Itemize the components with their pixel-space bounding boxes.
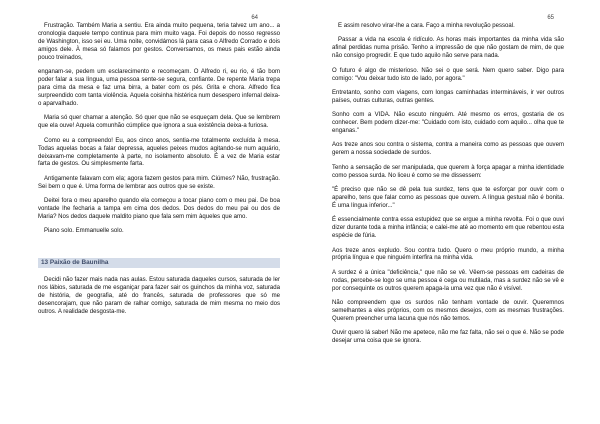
paragraph: enganam-se, pedem um esclarecimento e recomeçam. O Alfredo ri, eu rio, é tão bom poder falar a sua língua, uma pessoa sente-se segura, confiante. De repente Maria trepa para cima da mesa e faz uma birra, a bater com os pés. Grita e chora. Alfredo fica surpreendido com tanta violência. Aquela coisinha histérica num desespero infernal deixa-o aparvalhado. [38,69,280,107]
page-number: 65 [547,15,554,21]
paragraph: Aos treze anos expludo. Sou contra tudo. Quero o meu próprio mundo, a minha própria língua e que ninguém interfira na minha vida. [332,247,564,262]
paragraph: Maria só quer chamar a atenção. Só quer que não se esqueçam dela. Que se lembrem que ela ouve! Aquela comunhão cúmplice que ignora a sua existência deixa-a furiosa. [38,115,280,130]
paragraph: Entretanto, sonho com viagens, com longas caminhadas intermináveis, ir ver outros países, outras culturas, outras gentes. [332,89,564,104]
paragraph: É essencialmente contra essa estupidez que se ergue a minha revolta. Foi o que ouvi dizer durante toda a minha infância; e calei-me até ao momento em que rebentou esta espécie de fúria. [332,217,564,240]
page-number: 64 [251,15,258,21]
right-page-text [332,23,564,346]
paragraph: O futuro é algo de misterioso. Não sei o que será. Nem quero saber. Digo para comigo: "Vou deixar tudo isto de lado, por agora." [332,67,564,82]
paragraph: Piano solo. Emmanuelle solo. [44,228,124,235]
paragraph: Como eu a compreendo! Eu, aos cinco anos, sentia-me totalmente excluída à mesa. Todas aquelas bocas a falar depressa, aqueles peixes mudos agitando-se num aquário, deixavam-me completamente à parte, no isolamento absoluto. É a vez de Maria estar farta de gestos. Ou simplesmente farta. [38,137,280,168]
paragraph: Tenho a sensação de ser manipulada, que querem à força apagar a minha identidade como pessoa surda. No liceu é como se me dissessem: [332,164,564,179]
paragraph: Sonho com a VIDA. Não escuto ninguém. Até mesmo os erros, gostaria de os conhecer. Bem podem dizer-me: "Cuidado com isto, cuidado com aquilo... olha que te enganas." [332,112,564,135]
chapter-heading: 13 Paixão de Baunilha [38,258,280,268]
paragraph: Decidi não fazer mais nada nas aulas. Estou saturada daqueles cursos, saturada de ler nos lábios, saturada de me esganiçar para fazer sair os guinchos da minha voz, saturada de história, de geografia, até do francês, saturada de professores que só me desencorajam, que não param de ralhar comigo, saturada de mim mesma no meio dos outros. A realidade desgosta-me. [38,277,280,316]
right-page [300,0,600,424]
paragraph: Ouvir quero lá saber! Não me apetece, não me faz falta, não sei o que é. Não se pode desejar uma coisa que se ignora. [332,330,564,345]
paragraph: E assim resolvo virar-lhe a cara. Faço a minha revolução pessoal. [338,23,515,29]
paragraph: Frustração. Também Maria a sentiu. Era ainda muito pequena, teria talvez um ano... a cronologia daquele tempo continua para mim muito vaga. Foi depois do nosso regresso de Washington, isso sei eu. Uma noite, convidámos lá para casa o Alfredo Corrado e dois amigos dele. À mesa só falamos por gestos. Conversamos, os meus pais estão ainda pouco treinados, [38,23,280,61]
paragraph: Não compreendem que os surdos não tenham vontade de ouvir. Queremnos semelhantes a eles próprios, com os mesmos desejos, com as mesmas frustrações. Querem preencher uma lacuna que nós não temos. [332,300,564,322]
paragraph: Passar a vida na escola é ridículo. As horas mais importantes da minha vida são afinal perdidas numa prisão. Tenho a impressão de que não gostam de mim, de que não consigo progredir. E que tudo aquilo não serve para nada. [332,37,564,60]
paragraph: "É preciso que não se dê pela tua surdez, tens que te esforçar por ouvir com o aparelho, tens que falar como as pessoas que ouvem. A língua gestual não é bonita. É uma língua inferior..." [332,187,564,209]
paragraph: A surdez é a única "deficiência," que não se vê. Vêem-se pessoas em cadeiras de rodas, percebe-se logo se uma pessoa é cega ou mutilada, mas a surdez não se vê e por consequinte os outros querem apaga-la uma vez que não é visível. [332,269,564,292]
left-page-text [38,23,280,317]
paragraph: Antigamente falavam com ela; agora fazem gestos para mim. Ciúmes? Não, frustração. Sei bem o que é. Uma forma de lembrar aos outros que se existe. [38,175,280,190]
paragraph: Deitei fora o meu aparelho quando ela começou a tocar piano com o meu pai. De boa vontade lhe fecharia a tampa em cima dos dedos. Dos dedos do meu pai ou dos de Maria? Nos dedos daquele maldito piano que fala sem mim àqueles que amo. [38,198,280,221]
paragraph: Aos treze anos sou contra o sistema, contra a maneira como as pessoas que ouvem gerem a nossa sociedade de surdos. [332,142,564,157]
